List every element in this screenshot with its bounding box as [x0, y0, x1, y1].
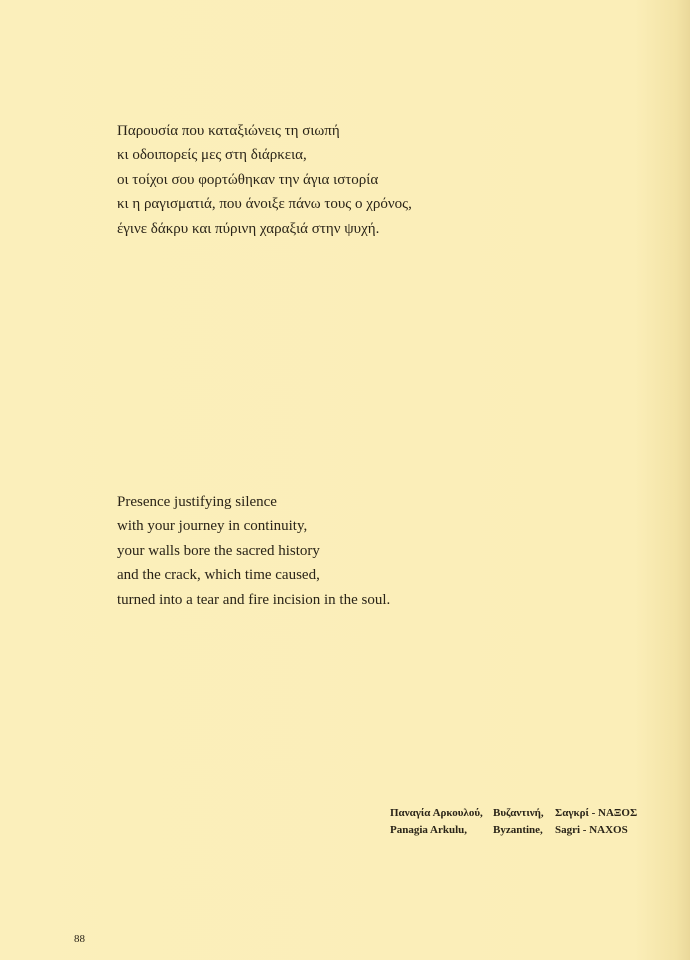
english-poem — [117, 490, 390, 612]
photo-caption — [390, 805, 637, 839]
greek-poem-line: κι οδοιπορείς μες στη διάρκεια, — [117, 147, 307, 164]
greek-poem-line: κι η ραγισματιά, που άνοιξε πάνω τους ο χρόνος, — [117, 196, 412, 213]
caption-greek-place: Σαγκρί - ΝΑΞΟΣ — [555, 807, 638, 819]
greek-poem — [117, 119, 412, 241]
english-poem-line: and the crack, which time caused, — [117, 567, 320, 584]
english-poem-line: Presence justifying silence — [117, 494, 277, 510]
greek-poem-line: Παρουσία που καταξιώνεις τη σιωπή — [117, 123, 340, 139]
english-poem-line: with your journey in continuity, — [117, 518, 308, 535]
caption-english-place: Sagri - NAXOS — [555, 824, 628, 836]
caption-english-row — [390, 822, 637, 839]
greek-poem-line: έγινε δάκρυ και πύρινη χαραξιά στην ψυχή. — [117, 220, 380, 237]
caption-english-name: Panagia Arkulu, — [390, 824, 468, 836]
caption-greek-style: Βυζαντινή, — [493, 807, 544, 819]
english-poem-line: your walls bore the sacred history — [117, 542, 320, 559]
caption-greek-name: Παναγία Αρκουλού, — [390, 807, 483, 819]
english-poem-line: turned into a tear and fire incision in the soul. — [117, 591, 391, 608]
page-number: 88 — [74, 933, 85, 945]
caption-english-style: Byzantine, — [493, 824, 543, 836]
greek-poem-line: οι τοίχοι σου φορτώθηκαν την άγια ιστορία — [117, 171, 379, 188]
caption-greek-row — [390, 805, 637, 822]
